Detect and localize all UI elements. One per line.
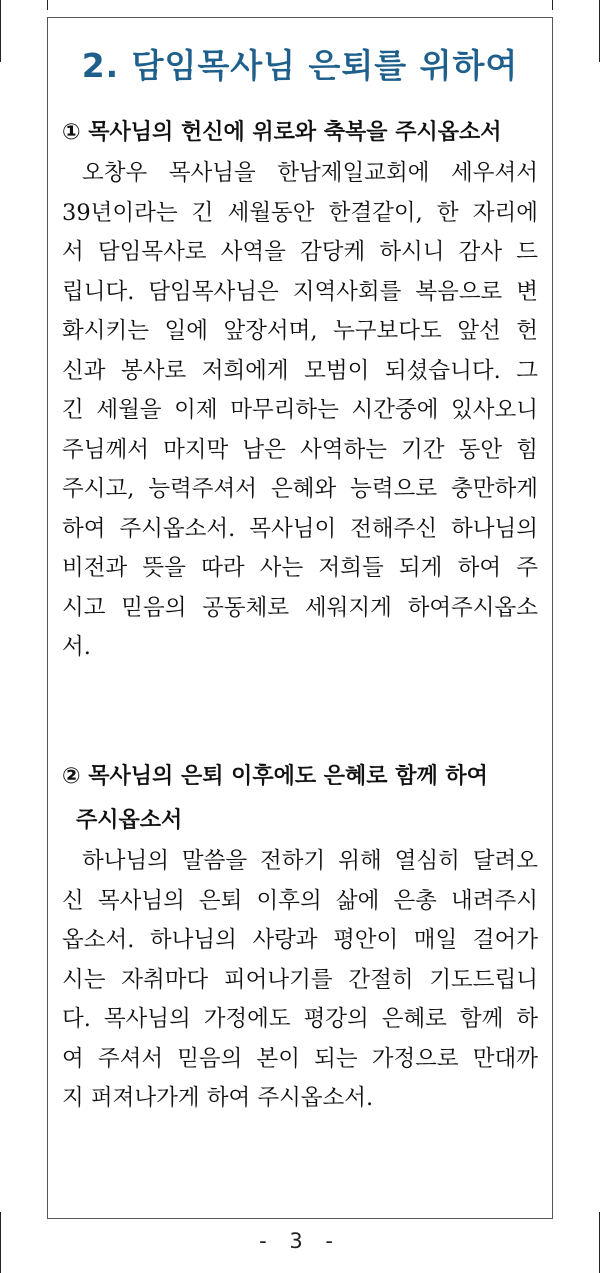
body-line: 립니다. 담임목사님은 지역사회를 복음으로 변: [62, 278, 538, 305]
body-line: 신 목사님의 은퇴 이후의 삶에 은총 내려주시: [62, 887, 538, 914]
body-line: 주시고, 능력주셔서 은혜와 능력으로 충만하게: [62, 476, 538, 502]
body-line: 하여 주시옵소서. 목사님이 전해주신 하나님의: [62, 515, 538, 542]
body-line: 시는 자취마다 피어나기를 간절히 기도드립니: [62, 966, 538, 993]
page-title: 2. 담임목사님 은퇴를 위하여: [81, 46, 519, 85]
crop-mark-top-left-short: [47, 0, 48, 10]
body-line: 지 퍼져나가게 하여 주시옵소서.: [62, 1085, 374, 1111]
body-line: 오창우 목사님을 한남제일교회에 세우셔서: [82, 160, 538, 186]
body-line: 하나님의 말씀을 전하기 위해 열심히 달려오: [82, 848, 538, 874]
section-1-heading: [62, 111, 538, 155]
body-line: 서.: [62, 634, 91, 660]
section-2-heading: [62, 755, 538, 843]
section-1-body: [62, 154, 538, 668]
body-line: 시고 믿음의 공동체로 세워지게 하여주시옵소: [62, 594, 538, 621]
section-2-heading-line: ② 목사님의 은퇴 이후에도 은혜로 함께 하여: [62, 764, 488, 789]
body-line: 긴 세월을 이제 마무리하는 시간중에 있사오니: [62, 397, 538, 423]
body-line: 신과 봉사로 저희에게 모범이 되셨습니다. 그: [62, 357, 538, 384]
crop-mark-top-left: [0, 0, 1, 62]
body-line: 다. 목사님의 가정에도 평강의 은혜로 함께 하: [62, 1006, 538, 1032]
body-line: 비전과 뜻을 따라 사는 저희들 되게 하여 주: [62, 555, 538, 581]
section-1-heading-line: ① 목사님의 헌신에 위로와 축복을 주시옵소서: [62, 120, 502, 145]
section-2-heading-line: 주시옵소서: [76, 808, 183, 833]
section-2-body: [62, 842, 538, 1119]
body-line: 주님께서 마지막 남은 사역하는 기간 동안 힘: [62, 436, 538, 463]
page-number: - 3 -: [259, 1229, 341, 1253]
body-line: 여 주셔서 믿음의 본이 되는 가정으로 만대까: [62, 1045, 538, 1072]
body-line: 39년이라는 긴 세월동안 한결같이, 한 자리에: [62, 199, 538, 226]
body-line: 화시키는 일에 앞장서며, 누구보다도 앞선 헌: [62, 318, 538, 344]
crop-mark-top-right-short: [552, 0, 553, 10]
body-line: 옵소서. 하나님의 사랑과 평안이 매일 걸어가: [62, 927, 538, 953]
body-line: 서 담임목사로 사역을 감당케 하시니 감사 드: [62, 239, 538, 265]
